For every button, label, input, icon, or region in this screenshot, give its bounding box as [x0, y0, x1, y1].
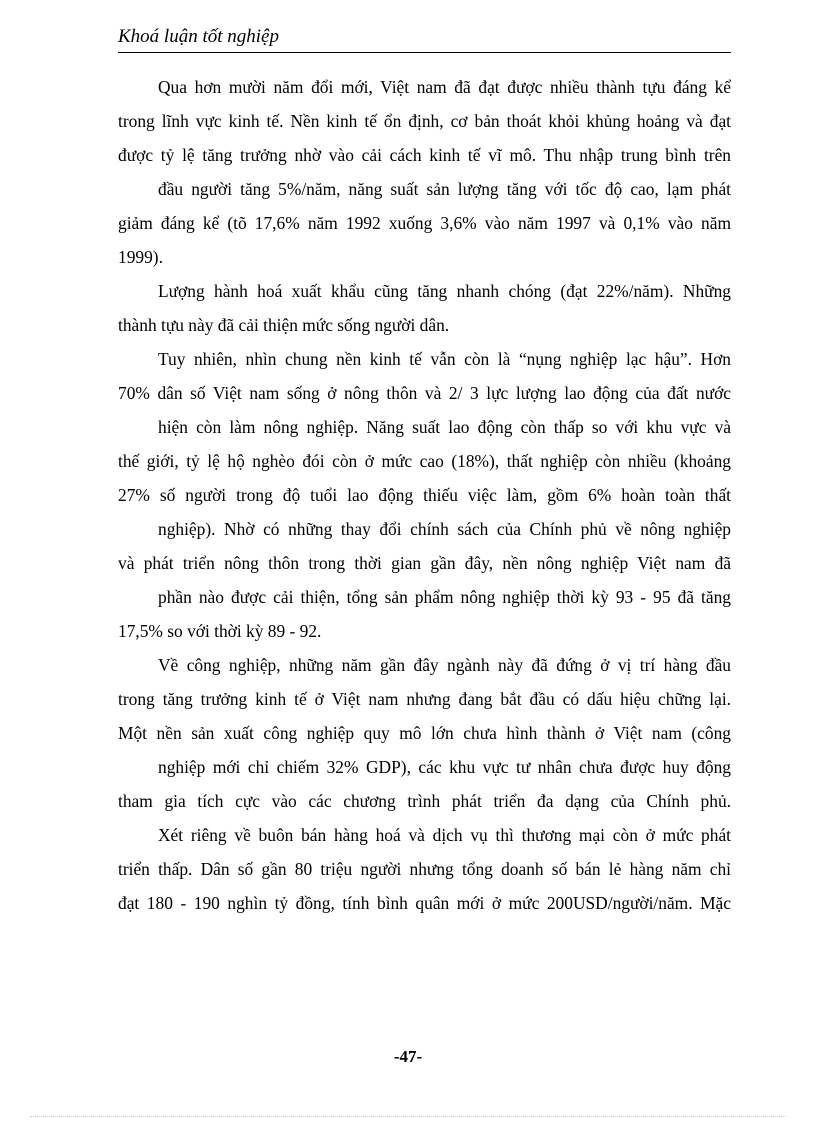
text-line: Xét riêng về buôn bán hàng hoá và dịch vụ thì thương mại còn ở mức phát — [158, 825, 731, 845]
text-line: 1999). — [118, 247, 163, 267]
running-header — [118, 22, 731, 52]
text-line: Qua hơn mười năm đổi mới, Việt nam đã đạt được nhiều thành tựu đáng kể — [158, 77, 731, 97]
text-line: 70% dân số Việt nam sống ở nông thôn và 2/ 3 lực lượng lao động của đất nước — [118, 383, 731, 403]
text-line: trong lĩnh vực kinh tế. Nền kinh tế ổn định, cơ bản thoát khỏi khủng hoảng và đạt — [118, 111, 731, 131]
text-line: được tỷ lệ tăng trưởng nhờ vào cải cách kinh tế vĩ mô. Thu nhập trung bình trên — [118, 145, 731, 165]
header-divider — [118, 52, 731, 53]
text-line: thành tựu này đã cải thiện mức sống người dân. — [118, 315, 450, 335]
header-title: Khoá luận tốt nghiệp — [118, 26, 279, 47]
text-line: triển thấp. Dân số gần 80 triệu người nhưng tổng doanh số bán lẻ hàng năm chỉ — [118, 859, 731, 879]
text-line: Một nền sản xuất công nghiệp quy mô lớn chưa hình thành ở Việt nam (công — [118, 723, 731, 743]
page-bottom-divider — [30, 1116, 786, 1117]
text-line: Về công nghiệp, những năm gần đây ngành này đã đứng ở vị trí hàng đầu — [158, 655, 731, 675]
text-line: đạt 180 - 190 nghìn tỷ đồng, tính bình quân mới ở mức 200USD/người/năm. Mặc — [118, 893, 731, 913]
text-line: tham gia tích cực vào các chương trình phát triển đa dạng của Chính phủ. — [118, 791, 731, 811]
text-line: Lượng hành hoá xuất khẩu cũng tăng nhanh chóng (đạt 22%/năm). Những — [158, 281, 731, 301]
text-line: 17,5% so với thời kỳ 89 - 92. — [118, 621, 322, 641]
text-line: nghiệp). Nhờ có những thay đổi chính sách của Chính phủ về nông nghiệp — [158, 519, 731, 539]
text-line: và phát triển nông thôn trong thời gian gần đây, nền nông nghiệp Việt nam đã — [118, 553, 731, 573]
text-line: nghiệp mới chỉ chiếm 32% GDP), các khu vực tư nhân chưa được huy động — [158, 757, 731, 777]
text-line: giảm đáng kể (tõ 17,6% năm 1992 xuống 3,6% vào năm 1997 và 0,1% vào năm — [118, 213, 731, 233]
body-text — [118, 70, 731, 920]
text-line: phần nào được cải thiện, tổng sản phẩm nông nghiệp thời kỳ 93 - 95 đã tăng — [158, 587, 731, 607]
text-line: 27% số người trong độ tuổi lao động thiếu việc làm, gồm 6% hoàn toàn thất — [118, 485, 731, 505]
text-line: thế giới, tỷ lệ hộ nghèo đói còn ở mức cao (18%), thất nghiệp còn nhiều (khoảng — [118, 451, 731, 471]
text-line: trong tăng trưởng kinh tế ở Việt nam nhưng đang bắt đầu có dấu hiệu chững lại. — [118, 689, 731, 709]
text-line: Tuy nhiên, nhìn chung nền kinh tế vẫn còn là “nụng nghiệp lạc hậu”. Hơn — [158, 349, 731, 369]
text-line: hiện còn làm nông nghiệp. Năng suất lao động còn thấp so với khu vực và — [158, 417, 731, 437]
text-line: đầu người tăng 5%/năm, năng suất sản lượng tăng với tốc độ cao, lạm phát — [158, 179, 731, 199]
page-number: -47- — [393, 1047, 423, 1066]
